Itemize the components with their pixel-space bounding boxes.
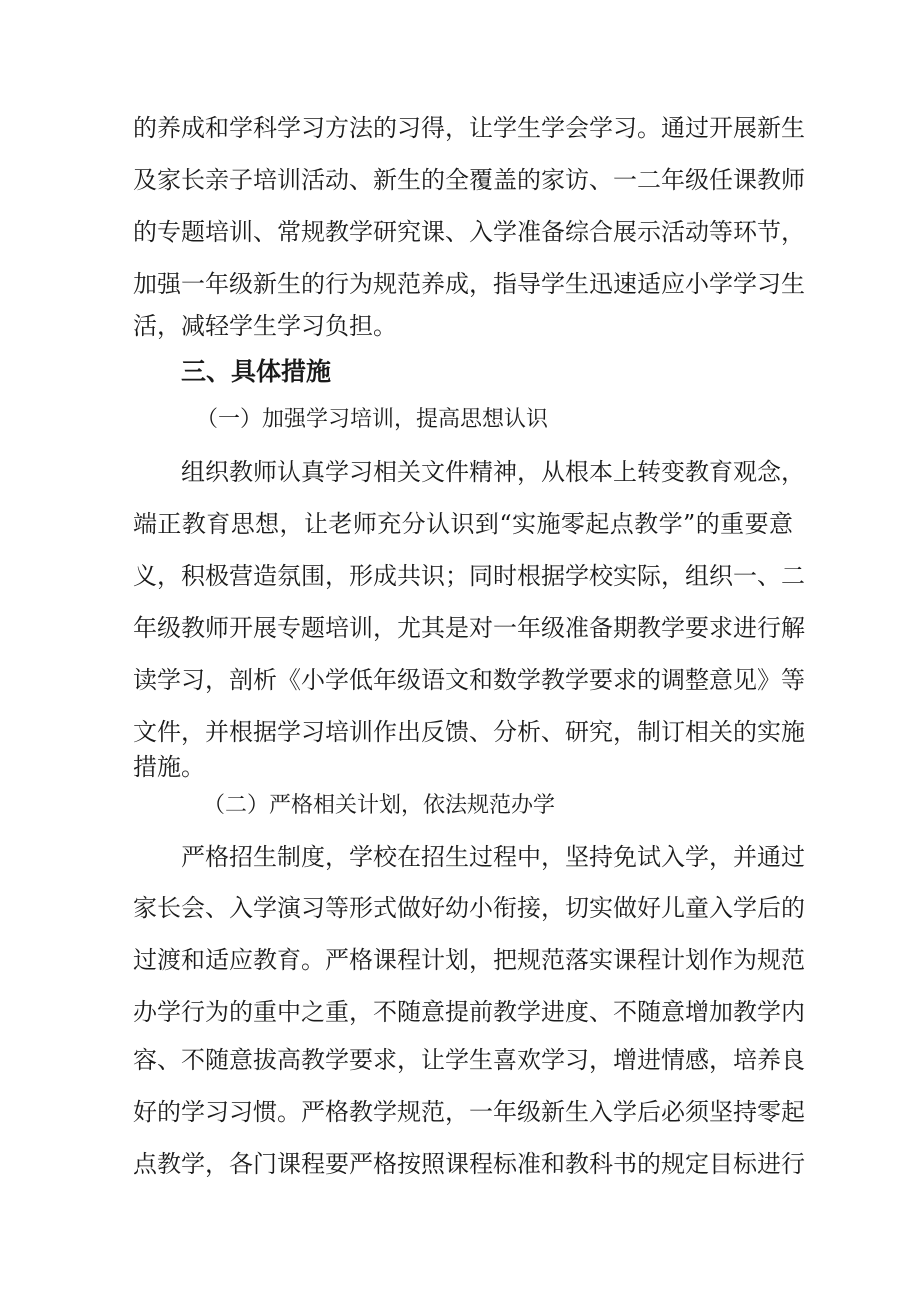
subsection-1-line-2: 端正教育思想，让老师充分认识到“实施零起点教学”的重要意 xyxy=(133,510,793,538)
subsection-1-line-5: 读学习，剖析《小学低年级语文和数学教学要求的调整意见》等 xyxy=(133,666,805,694)
section-heading: 三、具体措施 xyxy=(181,357,332,386)
intro-line-3: 的专题培训、常规教学研究课、入学准备综合展示活动等环节， xyxy=(133,218,805,246)
subsection-1-line-6: 文件，并根据学习培训作出反馈、分析、研究，制订相关的实施 xyxy=(133,718,805,746)
subsection-1-line-1: 组织教师认真学习相关文件精神，从根本上转变教育观念， xyxy=(181,458,805,486)
subsection-1-line-7: 措施。 xyxy=(133,753,205,781)
subsection-2-line-2: 家长会、入学演习等形式做好幼小衔接，切实做好儿童入学后的 xyxy=(133,894,805,922)
intro-line-5: 活，减轻学生学习负担。 xyxy=(133,312,397,340)
subsection-2-line-4: 办学行为的重中之重，不随意提前教学进度、不随意增加教学内 xyxy=(133,998,805,1026)
subsection-2-line-1: 严格招生制度，学校在招生过程中，坚持免试入学，并通过 xyxy=(181,843,805,871)
intro-line-2: 及家长亲子培训活动、新生的全覆盖的家访、一二年级任课教师 xyxy=(133,166,805,194)
subsection-2-line-6: 好的学习习惯。严格教学规范，一年级新生入学后必须坚持零起 xyxy=(133,1098,805,1126)
subsection-1-title: （一）加强学习培训，提高思想认识 xyxy=(196,407,549,432)
subsection-2-line-7: 点教学，各门课程要严格按照课程标准和教科书的规定目标进行 xyxy=(133,1150,805,1178)
subsection-1-line-3: 义，积极营造氛围，形成共识；同时根据学校实际，组织一、二 xyxy=(133,562,805,590)
intro-line-4: 加强一年级新生的行为规范养成，指导学生迅速适应小学学习生 xyxy=(133,270,805,298)
subsection-2-title: （二）严格相关计划，依法规范办学 xyxy=(203,793,556,818)
subsection-1-line-4: 年级教师开展专题培训，尤其是对一年级准备期教学要求进行解 xyxy=(133,614,805,642)
intro-line-1: 的养成和学科学习方法的习得，让学生学会学习。通过开展新生 xyxy=(133,114,805,142)
subsection-2-line-3: 过渡和适应教育。严格课程计划，把规范落实课程计划作为规范 xyxy=(133,946,805,974)
subsection-2-line-5: 容、不随意拔高教学要求，让学生喜欢学习，增进情感，培养良 xyxy=(133,1046,805,1074)
